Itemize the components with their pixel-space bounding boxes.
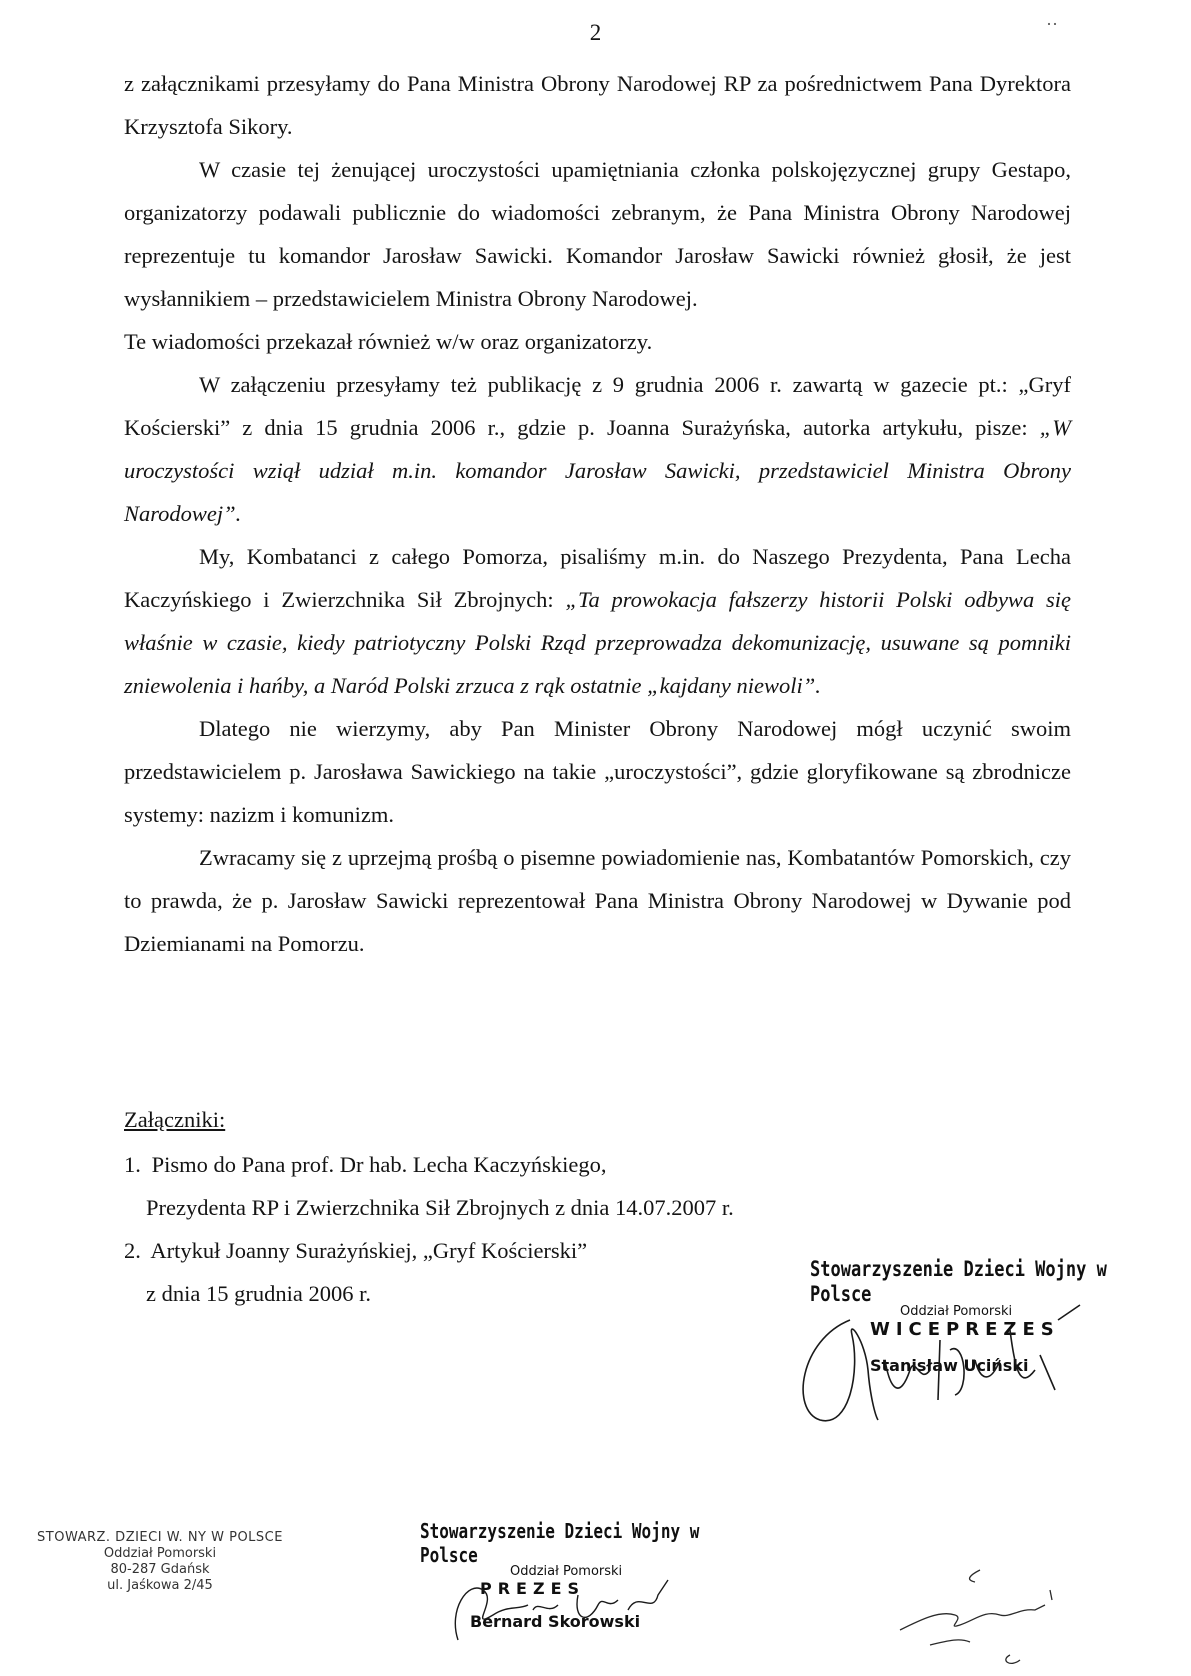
stamp-branch: Oddział Pomorski [510, 1564, 623, 1579]
address-city: 80-287 Gdańsk [110, 1562, 210, 1577]
attachment-number: 1. [124, 1152, 141, 1177]
paragraph-5 [124, 535, 1071, 707]
attachment-item [124, 1143, 824, 1229]
attachment-line: Prezydenta RP i Zwierzchnika Sił Zbrojnych z dnia 14.07.2007 r. [146, 1195, 734, 1220]
stamp-person-name: Bernard Skorowski [470, 1612, 641, 1631]
address-stamp [0, 1530, 320, 1594]
handwritten-signature [860, 1560, 1080, 1670]
attachments-section [124, 1098, 824, 1315]
address-org: STOWARZ. DZIECI W. NY W POLSCE [37, 1530, 283, 1545]
attachment-line: Artykuł Joanny Surażyńskiej, „Gryf Kościerski” [150, 1238, 588, 1263]
address-street: ul. Jaśkowa 2/45 [107, 1578, 213, 1593]
paragraph-2: W czasie tej żenującej uroczystości upamiętniania członka polskojęzycznej grupy Gestapo, organizatorzy podawali publicznie do wiadomości zebranym, że Pana Ministra Obrony Narodowej reprezentuje tu komandor Jarosław Sawicki. Komandor Jarosław Sawicki również głosił, że jest wysłannikiem – przedstawicielem Ministra Obrony Narodowej. [124, 157, 1071, 311]
stamp-org-name: Stowarzyszenie Dzieci Wojny w Polsce [420, 1519, 700, 1567]
corner-mark: ·· [1046, 14, 1058, 34]
vice-president-signature [790, 1300, 1090, 1430]
attachment-line: Pismo do Pana prof. Dr hab. Lecha Kaczyńskiego, [151, 1152, 607, 1177]
paragraph-6: Dlatego nie wierzymy, aby Pan Minister Obrony Narodowej mógł uczynić swoim przedstawicielem p. Jarosława Sawickiego na takie „uroczystości”, gdzie gloryfikowane są zbrodnicze systemy: nazizm i komunizm. [124, 716, 1071, 827]
paragraph-7: Zwracamy się z uprzejmą prośbą o pisemne powiadomienie nas, Kombatantów Pomorskich, czy to prawda, że p. Jarosław Sawicki reprezentował Pana Ministra Obrony Narodowej w Dywanie pod Dziemianami na Pomorzu. [124, 845, 1071, 956]
attachment-line: z dnia 15 grudnia 2006 r. [146, 1281, 371, 1306]
stamp-org-name: Stowarzyszenie Dzieci Wojny w Polsce [810, 1257, 1107, 1307]
paragraph-5-text: My, Kombatanci z całego Pomorza, pisaliśmy m.in. do Naszego Prezydenta, Pana Lecha Kaczyńskiego i Zwierzchnika Sił Zbrojnych: [124, 544, 1071, 612]
paragraph-3: Te wiadomości przekazał również w/w oraz organizatorzy. [124, 329, 653, 354]
stamp-branch: Oddział Pomorski [900, 1304, 1013, 1319]
paragraph-4-text: W załączeniu przesyłamy też publikację z 9 grudnia 2006 r. zawartą w gazecie pt.: „Gryf Kościerski” z dnia 15 grudnia 2006 r., gdzie p. Joanna Surażyńska, autorka artykułu, pisze: [124, 372, 1071, 440]
address-branch: Oddział Pomorski [103, 1546, 217, 1561]
attachment-item [124, 1229, 824, 1315]
paragraph-5-quote: „Ta prowokacja fałszerzy historii Polski odbywa się właśnie w czasie, kiedy patriotyczny Polski Rząd przeprowadza dekomunizację, usuwane są pomniki zniewolenia i hańby, a Naród Polski zrzuca z rąk ostatnie „kajdany niewoli”. [124, 587, 1072, 698]
president-signature [438, 1570, 718, 1650]
stamp-role: WICEPREZES [870, 1319, 1060, 1340]
stamp-person-name: Stanisław Uciński [870, 1356, 1029, 1375]
paragraph-4 [124, 363, 1071, 535]
attachments-title: Załączniki: [124, 1107, 226, 1132]
paragraph-1: z załącznikami przesyłamy do Pana Ministra Obrony Narodowej RP za pośrednictwem Pana Dyrektora Krzysztofa Sikory. [124, 71, 1071, 139]
letter-body [124, 62, 1071, 965]
paragraph-4-quote: „W uroczystości wziął udział m.in. komandor Jarosław Sawicki, przedstawiciel Ministra Obrony Narodowej”. [124, 415, 1071, 526]
page-number: 2 [589, 20, 602, 45]
stamp-role: PREZES [480, 1579, 586, 1598]
attachment-number: 2. [124, 1238, 141, 1263]
